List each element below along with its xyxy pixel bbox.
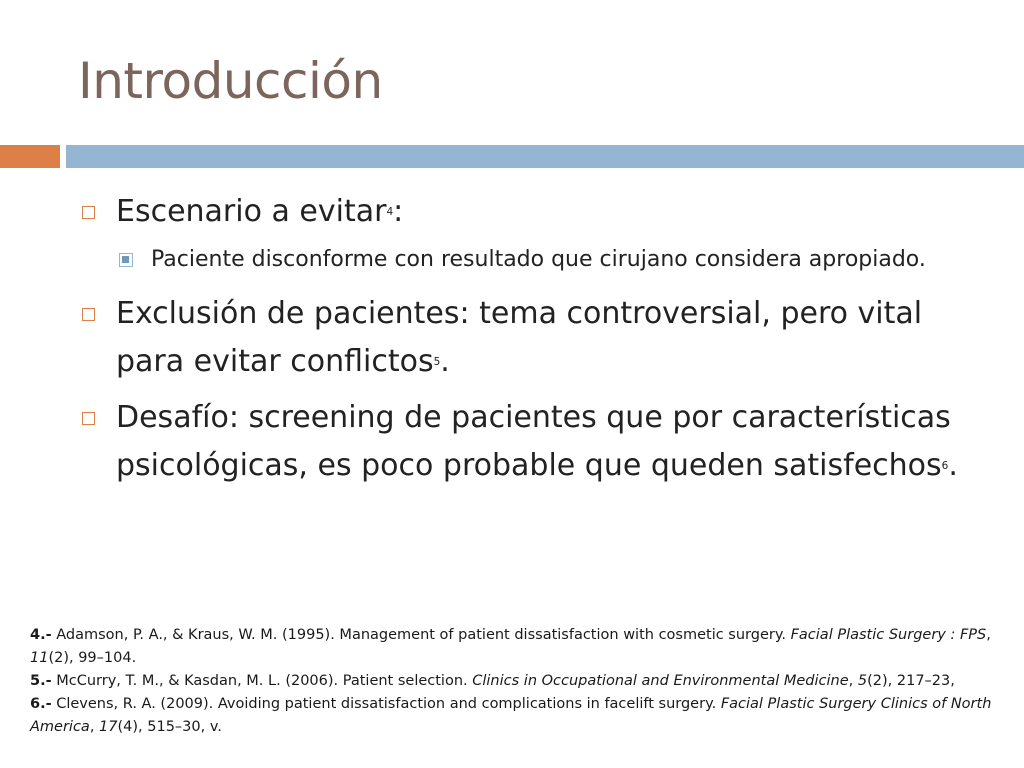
slide-title: Introducción [78, 52, 383, 110]
accent-bar-orange [0, 145, 60, 168]
reference-rest: (4), 515–30, v. [117, 719, 222, 735]
reference-rest: (2), 217–23, [867, 673, 955, 689]
citation-superscript: 6 [941, 460, 949, 473]
bullet-tail: . [948, 448, 958, 483]
bullet-text: Desafío: screening de pacientes que por características psicológicas, es poco probable que queden satisfechos [116, 400, 951, 483]
bullet-tail: . [440, 344, 450, 379]
accent-bar-blue [66, 145, 1024, 168]
sub-bullet-text: Paciente disconforme con resultado que cirujano considera apropiado. [151, 247, 926, 272]
reference-number: 6.- [30, 696, 52, 712]
square-bullet-icon [82, 206, 95, 219]
reference-sep: , [89, 719, 100, 735]
reference-volume: 17 [99, 719, 118, 735]
bullet-tail: : [393, 194, 404, 229]
bullet-text: Escenario a evitar [116, 194, 387, 229]
filled-square-bullet-icon [119, 253, 133, 267]
bullet-list [78, 188, 998, 498]
reference-journal: Clinics in Occupational and Environmental Medicine [472, 673, 849, 689]
citation-superscript: 4 [386, 206, 394, 219]
references [30, 624, 1015, 739]
reference-item [30, 624, 1015, 670]
bullet-item [78, 290, 998, 386]
reference-sep: , [848, 673, 858, 689]
reference-authors: Adamson, P. A., & Kraus, W. M. (1995). Management of patient dissatisfaction with cosmetic surgery. [51, 627, 791, 643]
square-bullet-icon [82, 412, 95, 425]
bullet-item [78, 188, 998, 236]
reference-journal: Facial Plastic Surgery : FPS [790, 627, 987, 643]
reference-number: 5.- [30, 673, 52, 689]
sub-bullet-item [113, 240, 998, 280]
reference-item [30, 670, 1015, 693]
citation-superscript: 5 [433, 356, 441, 369]
square-bullet-icon [82, 308, 95, 321]
bullet-text: Exclusión de pacientes: tema controversial, pero vital para evitar conflictos [116, 296, 923, 379]
reference-authors: Clevens, R. A. (2009). Avoiding patient dissatisfaction and complications in facelift surgery. [51, 696, 721, 712]
reference-journal: Facial Plastic Surgery Clinics of North America [30, 696, 992, 735]
reference-volume: 5 [857, 673, 868, 689]
reference-number: 4.- [30, 627, 52, 643]
bullet-item [78, 394, 998, 490]
reference-sep: , [986, 627, 991, 643]
reference-authors: McCurry, T. M., & Kasdan, M. L. (2006). Patient selection. [51, 673, 473, 689]
reference-item [30, 693, 1015, 739]
reference-rest: (2), 99–104. [48, 650, 137, 666]
reference-volume: 11 [30, 650, 49, 666]
